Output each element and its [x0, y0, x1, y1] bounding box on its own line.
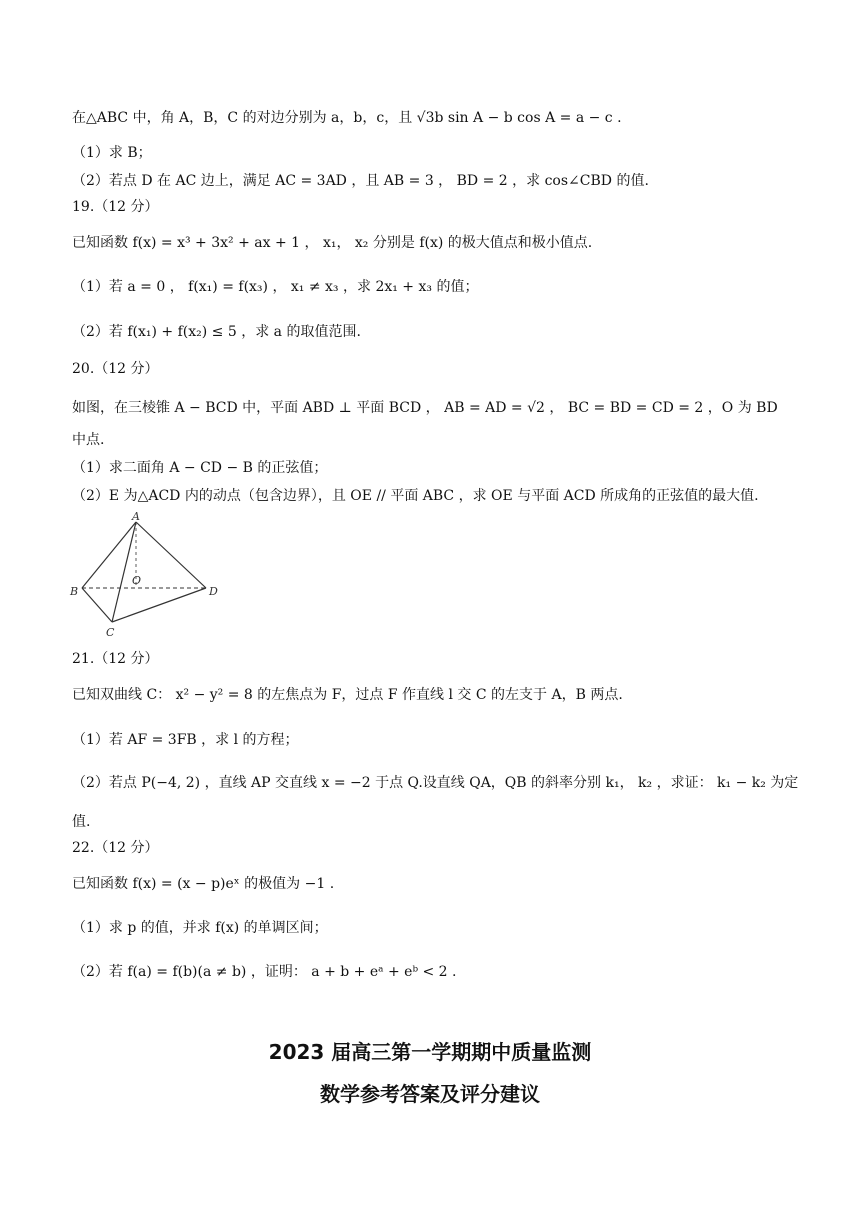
problem-18-part-1: （1）求 B； — [72, 145, 152, 161]
problem-22-heading: 22.（12 分） — [72, 840, 159, 856]
problem-19-heading: 19.（12 分） — [72, 199, 159, 215]
vertex-label-a: A — [132, 510, 140, 523]
problem-21-part-1: （1）若 AF = 3FB ，求 l 的方程； — [72, 732, 299, 748]
vertex-label-d: D — [209, 585, 218, 598]
problem-20-part-1: （1）求二面角 A − CD − B 的正弦值； — [72, 460, 328, 476]
point-label-o: O — [132, 574, 142, 587]
problem-22-statement: 已知函数 f(x) = (x − p)eˣ 的极值为 −1 . — [72, 876, 335, 892]
problem-21-heading: 21.（12 分） — [72, 651, 159, 667]
vertex-label-c: C — [106, 626, 115, 639]
problem-21-statement: 已知双曲线 C： x² − y² = 8 的左焦点为 F，过点 F 作直线 l 交 C 的左支于 A，B 两点. — [72, 687, 623, 703]
answer-key-title: 2023 届高三第一学期期中质量监测 — [268, 1040, 592, 1064]
problem-18-part-2: （2）若点 D 在 AC 边上，满足 AC = 3AD ，且 AB = 3 ， BD = 2 ，求 cos∠CBD 的值. — [72, 173, 649, 189]
problem-18-statement: 在△ABC 中，角 A，B，C 的对边分别为 a，b，c，且 √3b sin A − b cos A = a − c . — [72, 110, 622, 126]
problem-21-part-2-cont: 值. — [72, 814, 91, 830]
problem-20-statement: 如图，在三棱锥 A − BCD 中，平面 ABD ⊥ 平面 BCD ， AB = AD = √2 ， BC = BD = CD = 2 ，O 为 BD — [72, 400, 778, 416]
problem-22-part-1: （1）求 p 的值，并求 f(x) 的单调区间； — [72, 920, 328, 936]
problem-22-part-2: （2）若 f(a) = f(b)(a ≠ b) ，证明： a + b + eᵃ + eᵇ < 2 . — [72, 964, 457, 980]
problem-21-part-2: （2）若点 P(−4, 2) ，直线 AP 交直线 x = −2 于点 Q.设直线 QA，QB 的斜率分别 k₁， k₂ ，求证： k₁ − k₂ 为定 — [72, 775, 799, 791]
problem-20-statement-cont: 中点. — [72, 432, 105, 448]
problem-19-statement: 已知函数 f(x) = x³ + 3x² + ax + 1 ， x₁， x₂ 分别是 f(x) 的极大值点和极小值点. — [72, 235, 593, 251]
tetrahedron-figure — [66, 508, 226, 640]
problem-20-heading: 20.（12 分） — [72, 361, 159, 377]
answer-key-subtitle: 数学参考答案及评分建议 — [320, 1082, 540, 1106]
problem-19-part-2: （2）若 f(x₁) + f(x₂) ≤ 5 ，求 a 的取值范围. — [72, 324, 361, 340]
problem-20-part-2: （2）E 为△ACD 内的动点（包含边界），且 OE // 平面 ABC ，求 OE 与平面 ACD 所成角的正弦值的最大值. — [72, 488, 759, 504]
problem-19-part-1: （1）若 a = 0 ， f(x₁) = f(x₃) ， x₁ ≠ x₃ ，求 2x₁ + x₃ 的值； — [72, 279, 479, 295]
vertex-label-b: B — [70, 585, 79, 598]
